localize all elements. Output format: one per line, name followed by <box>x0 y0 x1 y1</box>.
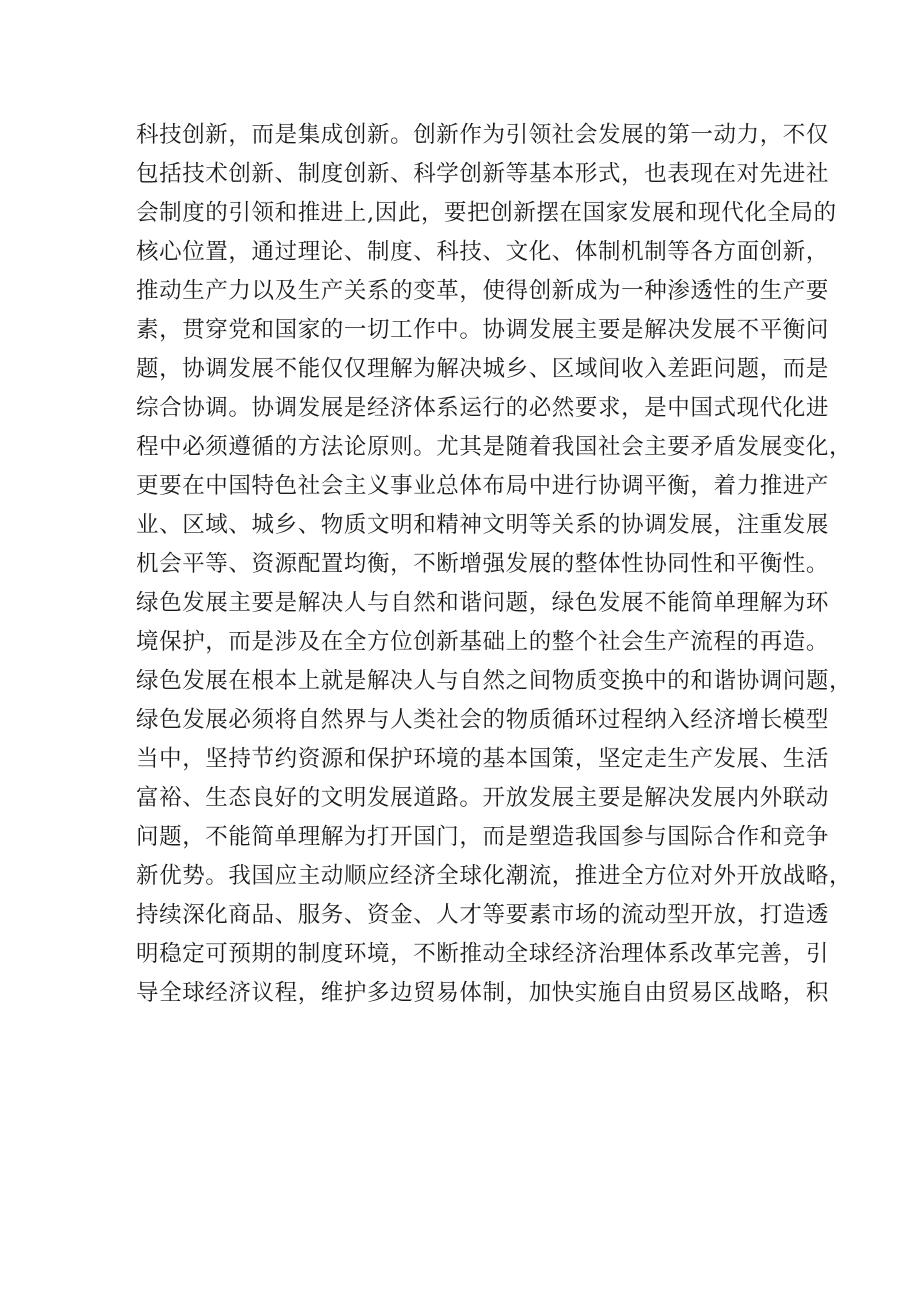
text-line-3: 会制度的引领和推进上,因此，要把创新摆在国家发展和现代化全局的 <box>136 200 837 226</box>
text-line-13: 绿色发展主要是解决人与自然和谐问题，绿色发展不能简单理解为环 <box>136 590 830 616</box>
text-line-7: 题，协调发展不能仅仅理解为解决城乡、区域间收入差距问题，而是 <box>136 356 830 382</box>
text-line-19: 问题，不能简单理解为打开国门，而是塑造我国参与国际合作和竞争 <box>136 824 830 850</box>
text-line-21: 持续深化商品、服务、资金、人才等要素市场的流动型开放，打造透 <box>136 902 830 928</box>
text-line-16: 绿色发展必须将自然界与人类社会的物质循环过程纳入经济增长模型 <box>136 707 830 733</box>
text-line-11: 业、区域、城乡、物质文明和精神文明等关系的协调发展，注重发展 <box>136 512 830 538</box>
text-line-4: 核心位置，通过理论、制度、科技、文化、体制机制等各方面创新， <box>136 239 830 265</box>
text-line-2: 包括技术创新、制度创新、科学创新等基本形式，也表现在对先进社 <box>136 161 830 187</box>
text-line-20: 新优势。我国应主动顺应经济全球化潮流，推进全方位对外开放战略， <box>136 863 853 889</box>
text-line-6: 素，贯穿党和国家的一切工作中。协调发展主要是解决发展不平衡问 <box>136 317 830 343</box>
text-line-10: 更要在中国特色社会主义事业总体布局中进行协调平衡，着力推进产 <box>136 473 830 499</box>
text-line-1: 科技创新，而是集成创新。创新作为引领社会发展的第一动力，不仅 <box>136 122 830 148</box>
text-line-23: 导全球经济议程，维护多边贸易体制，加快实施自由贸易区战略，积 <box>136 980 830 1006</box>
text-line-5: 推动生产力以及生产关系的变革，使得创新成为一种渗透性的生产要 <box>136 278 830 304</box>
text-line-18: 富裕、生态良好的文明发展道路。开放发展主要是解决发展内外联动 <box>136 785 830 811</box>
text-line-15: 绿色发展在根本上就是解决人与自然之间物质变换中的和谐协调问题， <box>136 668 853 694</box>
text-line-14: 境保护，而是涉及在全方位创新基础上的整个社会生产流程的再造。 <box>136 629 830 655</box>
text-line-17: 当中，坚持节约资源和保护环境的基本国策，坚定走生产发展、生活 <box>136 746 830 772</box>
text-line-9: 程中必须遵循的方法论原则。尤其是随着我国社会主要矛盾发展变化， <box>136 434 853 460</box>
text-line-12: 机会平等、资源配置均衡，不断增强发展的整体性协同性和平衡性。 <box>136 551 830 577</box>
text-line-8: 综合协调。协调发展是经济体系运行的必然要求，是中国式现代化进 <box>136 395 830 421</box>
body-paragraph <box>136 116 853 1013</box>
text-line-22: 明稳定可预期的制度环境，不断推动全球经济治理体系改革完善，引 <box>136 941 830 967</box>
